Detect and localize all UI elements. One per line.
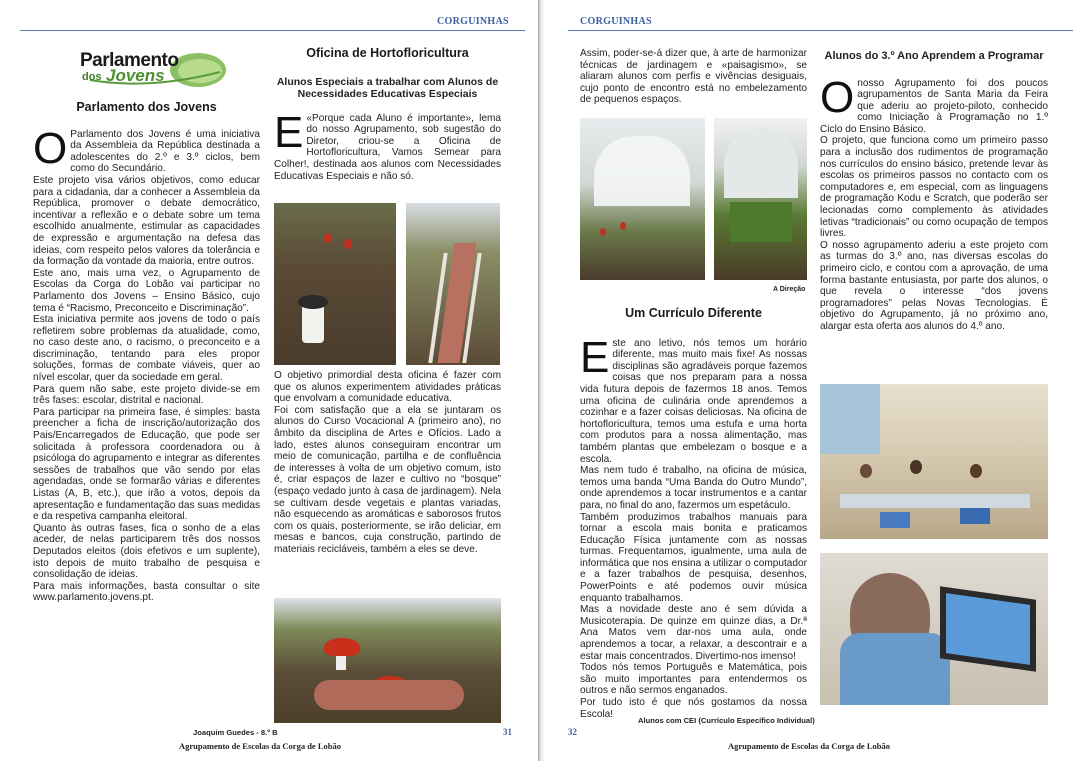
parlamento-p8: Para mais informações, basta consultar o site www.parlamento.jovens.pt.	[33, 580, 260, 604]
oficina-cont: Assim, poder-se-á dizer que, à arte de harmonizar técnicas de jardinagem e «paisagismo», se aliaram alunos com perfis e vivências desiguais, cujo ponto de encontro está no embelezamento de pequenos espaços.	[580, 48, 807, 106]
left-page	[0, 0, 538, 761]
logo-line3: Jovens	[106, 66, 165, 85]
greenhouse-photo-2	[714, 118, 807, 280]
parlamento-p6: Para participar na primeira fase, é simples: basta preencher a ficha de inscrição/autorização dos Pais/Encarregados de Educação, que pode ser solicitada à professora coordenadora ou à psicóloga do agrupamento e integrar as diferentes sessões de trabalhos que vão sendo por elas agendadas, onde se formarão várias e diferentes Listas (A, B, etc.), que irão a votos, depois da apresentação e fundamentação das suas medidas e da respetiva campanha eleitoral.	[33, 406, 260, 523]
curriculo-title: Um Currículo Diferente	[625, 306, 762, 320]
oficina-title: Oficina de Hortofloricultura	[306, 46, 469, 60]
header-rule	[20, 30, 525, 31]
drop-cap: O	[33, 123, 68, 173]
parlamento-p5: Para quem não sabe, este projeto divide-se em três fases: escolar, distrital e nacional.	[33, 383, 260, 407]
curriculo-article	[580, 308, 807, 720]
parlamento-title: Parlamento dos Jovens	[76, 100, 217, 114]
curriculo-author: Alunos com CEI (Currículo Específico Individual)	[638, 716, 815, 725]
running-head: CORGUINHAS	[437, 16, 509, 27]
footer-school: Agrupamento de Escolas da Corga de Lobão	[728, 741, 890, 751]
drop-cap: O	[820, 72, 855, 122]
programar-article	[820, 50, 1048, 333]
right-page	[544, 0, 1083, 761]
programar-p3: O nosso agrupamento aderiu a este projeto com as turmas do 3.º ano, nas diversas escolas do primeiro ciclo, e contou com a aprovação, de uma forma bastante entusiasta, por parte dos alunos, o que revela o interesse “dos jovens programadores” pelas Novas Tecnologias. É objetivo do Agrupamento, já no próximo ano, alargar esta oferta aos alunos do 4.º ano.	[820, 239, 1048, 332]
classroom-photo	[820, 384, 1048, 539]
photo-caption: A Direção	[773, 286, 806, 293]
oficina-p1: «Porque cada Aluno é importante», lema do nosso Agrupamento, sob sugestão do Diretor, criou-se a Oficina de Hortofloricultura, Vamos Semear para Colher!, destinada aos alunos com Necessidades Educativas Especiais e não só.	[274, 112, 501, 182]
drop-cap: E	[274, 107, 304, 157]
running-head: CORGUINHAS	[580, 16, 652, 27]
oficina-subtitle: Alunos Especiais a trabalhar com Alunos de Necessidades Educativas Especiais	[276, 75, 499, 101]
parlamento-article	[33, 102, 260, 604]
curriculo-p3: Também produzimos trabalhos manuais para tornar a escola mais bonita e praticamos Educação Física juntamente com as nossas turmas. Frequentamos, igualmente, uma aula de informática que nos ensina a utilizar o computador e a fazer trabalhos de pesquisa, desenhos, PowerPoints e até podemos ouvir música enquanto trabalhamos.	[580, 511, 807, 604]
page-number-left: 31	[503, 727, 512, 737]
garden-photo-2	[406, 203, 500, 365]
parlamento-p1: Parlamento dos Jovens é uma iniciativa da Assembleia da República destinada a adolescentes do 2.º e 3.º ciclos, bem como do Secundário.	[70, 128, 260, 175]
parlamento-p4: Esta iniciativa permite aos jovens de todo o país refletirem sobre problemas da atualidade, como, no caso deste ano, o racismo, o preconceito e a discriminação, tentando para eles propor soluções, formas de combate viáveis, quer ao nível escolar, quer da sociedade em geral.	[33, 314, 260, 384]
oficina-p2: O objetivo primordial desta oficina é fazer com que os alunos experimentem atividades práticas que envolvam a comunidade educativa.	[274, 370, 501, 405]
parlamento-p3: Este ano, mais uma vez, o Agrupamento de Escolas da Corga do Lobão vai participar no Parlamento dos Jovens – Ensino Básico, cujo tema é “Racismo, Preconceito e Discriminação”.	[33, 267, 260, 314]
page-number-right: 32	[568, 727, 577, 737]
oficina-p3: Foi com satisfação que a ela se juntaram os alunos do Curso Vocacional A (primeiro ano), no âmbito da disciplina de Artes e Ofícios. Lado a lado, estes alunos conseguiram encontrar um meio de comunicação, partilha e de confluência de interesses à volta de um objetivo comum, isto é, criar espaços de lazer e cultivo no “bosque” (espaço vedado junto à casa de jardinagem). Nela se cultivam desde vegetais e plantas variadas, não esquecendo as aromáticas e saborosos frutos com os quais, posteriormente, se irão deliciar, em mesas e bancos, cuja construção, partindo de materiais recicláveis, também a eles se deve.	[274, 404, 501, 555]
footer-school: Agrupamento de Escolas da Corga de Lobão	[179, 741, 341, 751]
logo-line1: Parlamento	[80, 50, 179, 71]
curriculo-p2: Mas nem tudo é trabalho, na oficina de música, temos uma banda “Uma Banda do Outro Mundo”, onde aprendemos a tocar instrumentos e a cantar para, no final do ano, fazermos um espetáculo.	[580, 465, 807, 511]
header-rule	[568, 30, 1073, 31]
programar-title: Alunos do 3.º Ano Aprendem a Programar	[824, 50, 1044, 62]
oficina-continuation	[580, 48, 807, 106]
programar-p1: nosso Agrupamento foi dos poucos agrupamentos de Santa Maria da Feira que aderiu ao projeto-piloto, conhecido como Iniciação à Programação no 1.º Ciclo do Ensino Básico.	[820, 77, 1048, 135]
child-laptop-photo	[820, 553, 1048, 705]
curriculo-p4: Mas a novidade deste ano é sem dúvida a Musicoterapia. De quinze em quinze dias, a Dr.ª Ana Matos vem dar-nos uma aula, onde aprendemos a tocar, a relaxar, a descontrair e a estar mais concentrados. Divertimo-nos imenso!	[580, 604, 807, 662]
curriculo-p5: Todos nós temos Português e Matemática, pois são muito importantes para entendermos os outros e não sermos enganados.	[580, 662, 807, 697]
programar-p2: O projeto, que funciona como um primeiro passo para a inclusão dos rudimentos de programação nos currículos do ensino básico, pretende levar às escolas os primeiros passos no contacto com os computadores e, em especial, com as linguagens de programação Kodu e Scratch, que poderão ser lecionadas como complemento às atividades letivas “tradicionais” ou como ocupação de tempos livres.	[820, 135, 1048, 240]
drop-cap: E	[580, 332, 610, 382]
garden-photo-1	[274, 203, 396, 365]
curriculo-p1: ste ano letivo, nós temos um horário diferente, mas muito mais fixe! As nossas disciplinas são agradáveis porque fazemos coisas que nos preparam para a nossa vida futura depois de fazermos 18 anos. Temos uma oficina de culinária onde aprendemos a cozinhar e a fazer coisas deliciosas. Na oficina de hortofloricultura, temos uma estufa e uma horta com produtos para a nossa alimentação, mas também plantas que embelezam o bosque e a escola.	[580, 337, 807, 465]
parlamento-logo	[80, 50, 226, 90]
parlamento-p2: Este projeto visa vários objetivos, como educar para a cidadania, dar a conhecer a Assembleia da República, promover o debate democrático, incentivar a reflexão e o debate sobre um tema escolhido anualmente, estimular as capacidades de expressão e argumentação na defesa das ideias, com respeito pelos valores da tolerância e da formação da vontade da maioria, entre outros.	[33, 174, 260, 268]
logo-line2: dos	[82, 71, 102, 83]
greenhouse-photo-1	[580, 118, 705, 280]
curriculo-p6: Por tudo isto é que nós gostamos da nossa Escola!	[580, 697, 807, 720]
oficina-article-cont	[274, 370, 501, 556]
garden-photo-3	[274, 598, 501, 723]
parlamento-p7: Quanto às outras fases, fica o sonho de a elas aceder, de nelas participarem três dos nossos Deputados eleitos (dois efetivos e um suplente), isto depois de muito trabalho de pesquisa e consolidação de ideias.	[33, 522, 260, 581]
oficina-article	[274, 48, 501, 182]
parlamento-author: Joaquim Guedes - 8.º B	[193, 728, 278, 737]
